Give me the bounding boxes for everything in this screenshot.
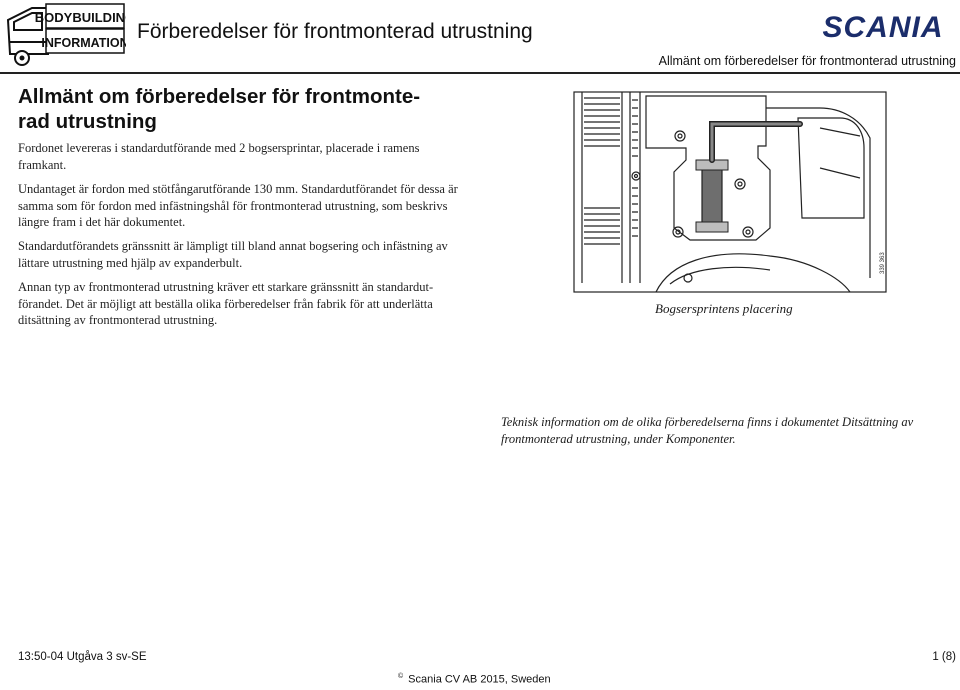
document-reference: 13:50-04 Utgåva 3 sv-SE (18, 651, 147, 663)
paragraph-2: Undantaget är fordon med stötfångarutförande 130 mm. Standardutförandet för dessa är samma som för fordon med infästningshål för frontmonterad utrustning, som beskrivs längre fram i det här dokumentet. (18, 182, 458, 229)
copyright-symbol: © (398, 673, 404, 680)
towing-pin-illustration (570, 88, 890, 298)
copyright-notice (398, 673, 551, 686)
document-title: Förberedelser för frontmonterad utrustning (137, 20, 533, 43)
bodybuilding-information-logo (2, 2, 126, 68)
brand-wordmark: SCANIA (822, 11, 944, 42)
page-number: 1 (8) (932, 651, 956, 663)
figure-id: 339 363 (880, 252, 886, 274)
page-title: Allmänt om förberedelser för frontmonte- rad utrustning (18, 85, 421, 133)
paragraph-3: Standardutförandets gränssnitt är lämpligt till bland annat bogsering och infästning av lättare utrustning med hjälp av expanderbult. (18, 239, 448, 270)
scania-logo (808, 10, 958, 42)
paragraph-1: Fordonet levereras i standardutförande med 2 bogsersprintar, placerade i ramens framkant. (18, 141, 420, 172)
logo-text-line1: BODYBUILDING (34, 10, 126, 25)
logo-text-line2: INFORMATION (41, 36, 126, 50)
figure-caption: Bogsersprintens placering (655, 301, 793, 316)
header-divider (0, 72, 960, 74)
technical-info-note: Teknisk information om de olika förberedelserna finns i dokumentet Ditsättning av frontmonterad utrustning, under Komponenter. (501, 415, 914, 446)
section-subtitle: Allmänt om förberedelser för frontmonterad utrustning (658, 54, 956, 68)
copyright-text: Scania CV AB 2015, Sweden (408, 673, 551, 686)
paragraph-4: Annan typ av frontmonterad utrustning kräver ett starkare gränssnitt än standardut-förandet. Det är möjligt att beställa olika förberedelser från fabrik för att underlätta ditsättning av frontmonterad utrustning. (18, 280, 434, 327)
